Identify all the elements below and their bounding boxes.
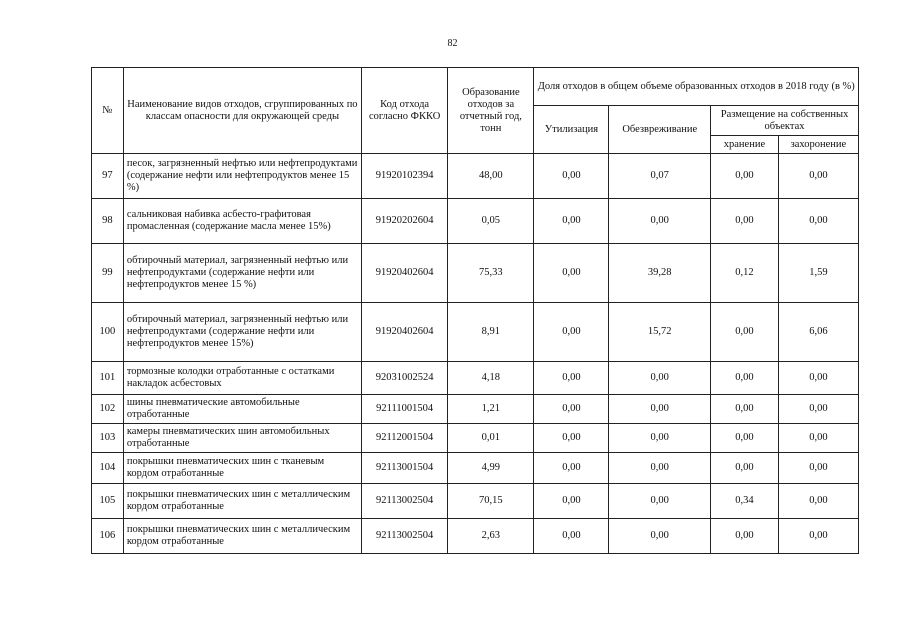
row-utilization: 0,00 [534,519,609,554]
row-num: 105 [92,484,124,519]
row-generated: 0,05 [448,199,534,244]
header-code: Код отхода согласно ФККО [362,68,448,154]
table-row [92,424,859,453]
header-placement: Размещение на собственных объектах [711,106,859,136]
row-utilization: 0,00 [534,395,609,424]
row-storage: 0,00 [711,519,779,554]
row-name: покрышки пневматических шин с тканевым кордом отработанные [123,453,361,484]
row-code: 91920402604 [362,244,448,303]
row-num: 102 [92,395,124,424]
row-utilization: 0,00 [534,303,609,362]
page-number: 82 [447,38,458,49]
row-neutralization: 0,00 [609,453,711,484]
row-code: 92113002504 [362,484,448,519]
row-utilization: 0,00 [534,453,609,484]
row-burial: 0,00 [778,199,858,244]
table-row [92,154,859,199]
row-burial: 1,59 [778,244,858,303]
row-burial: 0,00 [778,519,858,554]
row-num: 106 [92,519,124,554]
row-storage: 0,00 [711,395,779,424]
row-num: 100 [92,303,124,362]
table-row [92,453,859,484]
table-body [92,154,859,554]
waste-table [91,67,859,554]
row-burial: 0,00 [778,453,858,484]
row-name: сальниковая набивка асбесто-графитовая промасленная (содержание масла менее 15%) [123,199,361,244]
row-burial: 6,06 [778,303,858,362]
header-name: Наименование видов отходов, сгруппированных по классам опасности для окружающей среды [123,68,361,154]
row-name: обтирочный материал, загрязненный нефтью или нефтепродуктами (содержание нефти или нефтепродуктов менее 15%) [123,303,361,362]
row-utilization: 0,00 [534,244,609,303]
table-row [92,199,859,244]
table-row [92,484,859,519]
table-row [92,303,859,362]
row-utilization: 0,00 [534,154,609,199]
row-code: 92112001504 [362,424,448,453]
row-storage: 0,00 [711,362,779,395]
row-generated: 70,15 [448,484,534,519]
row-neutralization: 39,28 [609,244,711,303]
table-row [92,362,859,395]
row-generated: 2,63 [448,519,534,554]
row-generated: 75,33 [448,244,534,303]
row-generated: 4,99 [448,453,534,484]
row-utilization: 0,00 [534,199,609,244]
table-row [92,244,859,303]
row-num: 99 [92,244,124,303]
row-code: 91920202604 [362,199,448,244]
header-neutralization: Обезвреживание [609,106,711,154]
row-name: шины пневматические автомобильные отработанные [123,395,361,424]
row-neutralization: 0,00 [609,395,711,424]
row-num: 98 [92,199,124,244]
row-name: обтирочный материал, загрязненный нефтью или нефтепродуктами (содержание нефти или нефтепродуктов менее 15 %) [123,244,361,303]
row-code: 91920102394 [362,154,448,199]
row-storage: 0,34 [711,484,779,519]
row-burial: 0,00 [778,424,858,453]
header-share: Доля отходов в общем объеме образованных отходов в 2018 году (в %) [534,68,859,106]
row-name: песок, загрязненный нефтью или нефтепродуктами (содержание нефти или нефтепродуктов менее 15 %) [123,154,361,199]
row-generated: 0,01 [448,424,534,453]
row-neutralization: 0,00 [609,199,711,244]
row-neutralization: 0,07 [609,154,711,199]
header-generated: Образование отходов за отчетный год, тонн [448,68,534,154]
row-neutralization: 0,00 [609,362,711,395]
row-storage: 0,00 [711,199,779,244]
row-burial: 0,00 [778,484,858,519]
header-num: № [92,68,124,154]
row-storage: 0,00 [711,424,779,453]
row-num: 101 [92,362,124,395]
row-name: покрышки пневматических шин с металлическим кордом отработанные [123,484,361,519]
row-name: камеры пневматических шин автомобильных отработанные [123,424,361,453]
row-neutralization: 0,00 [609,519,711,554]
row-storage: 0,00 [711,453,779,484]
header-utilization: Утилизация [534,106,609,154]
row-storage: 0,12 [711,244,779,303]
row-code: 92113001504 [362,453,448,484]
row-generated: 4,18 [448,362,534,395]
row-code: 92113002504 [362,519,448,554]
row-storage: 0,00 [711,154,779,199]
row-neutralization: 0,00 [609,424,711,453]
table-row [92,395,859,424]
row-generated: 48,00 [448,154,534,199]
row-name: покрышки пневматических шин с металлическим кордом отработанные [123,519,361,554]
row-utilization: 0,00 [534,484,609,519]
table-row [92,519,859,554]
row-num: 103 [92,424,124,453]
row-code: 92111001504 [362,395,448,424]
row-generated: 8,91 [448,303,534,362]
row-burial: 0,00 [778,395,858,424]
row-storage: 0,00 [711,303,779,362]
row-code: 92031002524 [362,362,448,395]
row-num: 97 [92,154,124,199]
row-utilization: 0,00 [534,424,609,453]
row-num: 104 [92,453,124,484]
header-burial: захоронение [778,136,858,154]
row-burial: 0,00 [778,362,858,395]
header-storage: хранение [711,136,779,154]
row-code: 91920402604 [362,303,448,362]
row-name: тормозные колодки отработанные с остатками накладок асбестовых [123,362,361,395]
row-generated: 1,21 [448,395,534,424]
row-neutralization: 15,72 [609,303,711,362]
row-neutralization: 0,00 [609,484,711,519]
row-burial: 0,00 [778,154,858,199]
row-utilization: 0,00 [534,362,609,395]
table-header [92,68,859,154]
